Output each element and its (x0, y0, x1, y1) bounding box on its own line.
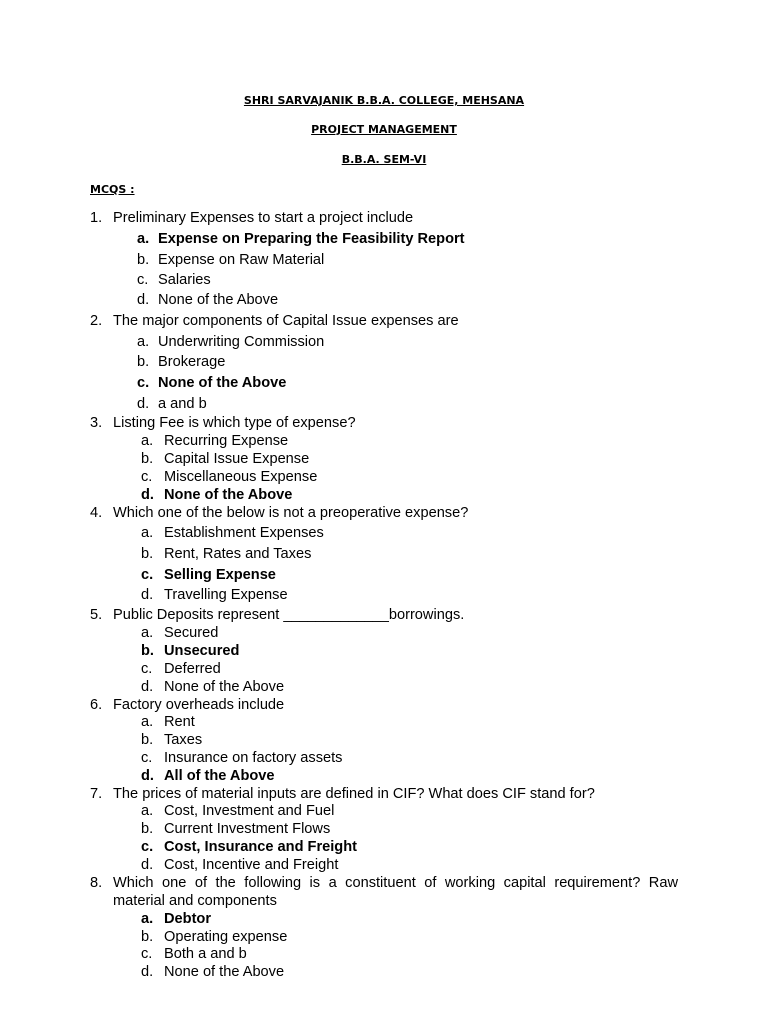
option-label: d. (141, 857, 154, 873)
correct-option-text: Debtor (164, 911, 212, 927)
option-text: Operating expense (164, 929, 288, 945)
option-text: None of the Above (164, 964, 285, 980)
option-text: Establishment Expenses (164, 525, 324, 541)
question-number: 2. (90, 313, 103, 329)
option-label: a. (137, 334, 150, 350)
correct-option-text: None of the Above (164, 487, 293, 503)
option-text: None of the Above (158, 292, 279, 308)
correct-option-text: Selling Expense (164, 567, 276, 583)
question-number: 8. (90, 875, 103, 891)
option-label: d. (141, 679, 154, 695)
option-text: Both a and b (164, 946, 247, 962)
option-label: c. (141, 567, 154, 583)
option-label: a. (137, 231, 150, 247)
correct-option-text: All of the Above (164, 768, 275, 784)
option-label: b. (137, 354, 150, 370)
question-number: 5. (90, 607, 103, 623)
correct-option-text: None of the Above (158, 375, 287, 391)
option-label: a. (141, 433, 154, 449)
question-text: Public Deposits represent _____________borrowings. (113, 607, 465, 623)
question-text: Preliminary Expenses to start a project include (113, 210, 414, 226)
option-label: c. (137, 272, 149, 288)
option-text: Capital Issue Expense (164, 451, 310, 467)
option-text: Brokerage (158, 354, 226, 370)
college-title: SHRI SARVAJANIK B.B.A. COLLEGE, MEHSANA (243, 94, 525, 107)
option-text: Salaries (158, 272, 211, 288)
option-label: b. (141, 451, 154, 467)
option-label: c. (141, 839, 154, 855)
option-label: d. (141, 964, 154, 980)
question-text: Factory overheads include (113, 697, 285, 713)
option-label: c. (141, 946, 153, 962)
option-text: Rent (164, 714, 195, 730)
option-text: Taxes (164, 732, 203, 748)
question-text: Listing Fee is which type of expense? (113, 415, 356, 431)
option-label: c. (141, 469, 153, 485)
option-label: b. (141, 732, 154, 748)
question-number: 7. (90, 786, 103, 802)
subject-title: PROJECT MANAGEMENT (311, 123, 457, 136)
correct-option-text: Unsecured (164, 643, 240, 659)
option-label: a. (141, 625, 154, 641)
question-text: Which one of the below is not a preoperative expense? (113, 505, 469, 521)
option-label: b. (141, 929, 154, 945)
section-heading: MCQS : (90, 183, 135, 196)
correct-option-text: Cost, Insurance and Freight (164, 839, 357, 855)
option-text: Cost, Incentive and Freight (164, 857, 339, 873)
option-label: a. (141, 911, 154, 927)
option-text: None of the Above (164, 679, 285, 695)
question-text: Which one of the following is a constituent of working capital requirement? Raw (113, 875, 678, 891)
option-text: Recurring Expense (164, 433, 289, 449)
option-label: d. (137, 396, 150, 412)
option-label: c. (141, 661, 153, 677)
question-number: 1. (90, 210, 103, 226)
option-text: Expense on Raw Material (158, 252, 325, 268)
option-text: Insurance on factory assets (164, 750, 343, 766)
option-label: c. (141, 750, 153, 766)
option-label: b. (141, 821, 154, 837)
option-label: d. (141, 587, 154, 603)
option-label: a. (141, 714, 154, 730)
option-label: b. (141, 643, 154, 659)
option-text: Cost, Investment and Fuel (164, 803, 335, 819)
option-label: a. (141, 803, 154, 819)
question-number: 3. (90, 415, 103, 431)
class-title: B.B.A. SEM-VI (341, 153, 427, 166)
option-text: Rent, Rates and Taxes (164, 546, 312, 562)
option-label: b. (137, 252, 150, 268)
option-text: a and b (158, 396, 207, 412)
option-label: b. (141, 546, 154, 562)
option-label: d. (137, 292, 150, 308)
option-text: Underwriting Commission (158, 334, 325, 350)
correct-option-text: Expense on Preparing the Feasibility Report (158, 231, 465, 247)
option-text: Deferred (164, 661, 221, 677)
question-number: 4. (90, 505, 103, 521)
option-label: d. (141, 768, 154, 784)
question-text: The prices of material inputs are defined in CIF? What does CIF stand for? (113, 786, 595, 802)
option-label: c. (137, 375, 150, 391)
option-label: d. (141, 487, 154, 503)
option-text: Current Investment Flows (164, 821, 331, 837)
option-text: Secured (164, 625, 219, 641)
option-text: Miscellaneous Expense (164, 469, 318, 485)
question-number: 6. (90, 697, 103, 713)
question-text-continued: material and components (113, 893, 277, 909)
option-text: Travelling Expense (164, 587, 288, 603)
option-label: a. (141, 525, 154, 541)
question-text: The major components of Capital Issue expenses are (113, 313, 459, 329)
